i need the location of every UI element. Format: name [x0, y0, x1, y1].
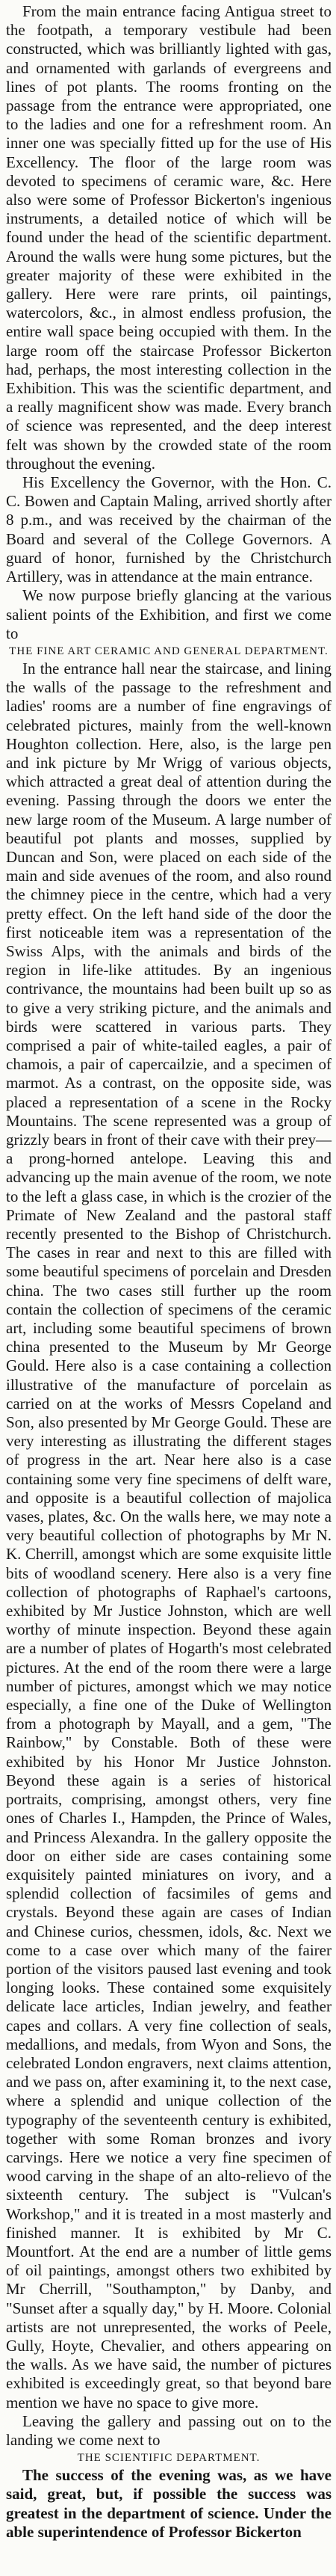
paragraph-governor-arrival: His Excellency the Governor, with the Hon. C. C. Bowen and Captain Maling, arrived shortly after 8 p.m., and was received by the chairman of the Board and several of the College Governors. A guard of honor, furnished by the Christchurch Artillery, was in attendance at the main entrance. — [6, 473, 332, 586]
paragraph-scientific-department: The success of the evening was, as we have said, great, but, if possible the success was greatest in the department of science. Under the able superintendence of Professor Bickerton — [6, 2466, 332, 2541]
paragraph-intro-departments: We now purpose briefly glancing at the various salient points of the Exhibition, and first we come to — [6, 586, 332, 642]
paragraph-leaving-gallery: Leaving the gallery and passing out on to the landing we come next to — [6, 2411, 332, 2449]
section-heading-scientific: THE SCIENTIFIC DEPARTMENT. — [77, 2452, 261, 2465]
section-heading-fine-art: THE FINE ART CERAMIC AND GENERAL DEPARTMENT. — [9, 645, 329, 657]
paragraph-entrance: From the main entrance facing Antigua street to the footpath, a temporary vestibule had been constructed, which was brilliantly lighted with gas, and ornamented with garlands of evergreens and lines of pot plants. The rooms fronting on the passage from the entrance were appropriated, one to the ladies and one for a refreshment room. An inner one was specially fitted up for the use of His Excellency. The floor of the large room was devoted to specimens of ceramic ware, &c. Here also were some of Professor Bickerton's ingenious instruments, a detailed notice of which will be found under the head of the scientific department. Around the walls were hung some pictures, but the greater majority of these were exhibited in the gallery. Here were rare prints, oil paintings, watercolors, &c., in almost endless profusion, the entire wall space being occupied with them. In the large room off the staircase Professor Bickerton had, perhaps, the most interesting collection in the Exhibition. This was the scientific department, and a really magnificent show was made. Every branch of science was represented, and the deep interest felt was shown by the crowded state of the room throughout the evening. — [6, 2, 332, 473]
paragraph-fine-art-department: In the entrance hall near the staircase, and lining the walls of the passage to the refreshment and ladies' rooms are a number of fine engravings of celebrated pictures, mainly from the well-known Houghton collection. Here, also, is the large pen and ink picture by Mr Wrigg of various objects, which attracted a great deal of attention during the evening. Passing through the doors we enter the new large room of the Museum. A large number of beautiful pot plants and mosses, supplied by Duncan and Son, were placed on each side of the main and side avenues of the room, and also round the chimney piece in the centre, which had a very pretty effect. On the left hand side of the door the first noticeable item was a representation of the Swiss Alps, with the animals and birds of the region in life-like attitudes. By an ingenious contrivance, the mountains had been built up so as to give a very striking picture, and the animals and birds were scattered in various parts. They comprised a pair of white-tailed eagles, a pair of chamois, a pair of capercailzie, and a specimen of marmot. As a contrast, on the opposite side, was placed a representation of a scene in the Rocky Mountains. The scene represented was a group of grizzly bears in front of their cave with their prey—a prong-horned antelope. Leaving this and advancing up the main avenue of the room, we note to the left a glass case, in which is the crozier of the Primate of New Zealand and the pastoral staff recently presented to the Bishop of Christchurch. The cases in rear and next to this are filled with some beautiful specimens of porcelain and Dresden china. The two cases still further up the room contain the collection of specimens of the ceramic art, including some beautiful specimens of brown china presented to the Museum by Mr George Gould. Here also is a case containing a collection illustrative of the manufacture of porcelain as carried on at the works of Messrs Copeland and Son, also presented by Mr George Gould. These are very interesting as illustrating the different stages of progress in the art. Near here also is a case containing some very fine specimens of delft ware, and opposite is a beautiful collection of majolica vases, plates, &c. On the walls here, we may note a very beautiful collection of photographs by Mr N. K. Cherrill, amongst which are some exquisite little bits of woodland scenery. Here also is a very fine collection of photographs of Raphael's cartoons, exhibited by Mr Justice Johnston, which are well worthy of minute inspection. Beyond these again are a number of plates of Hogarth's most celebrated pictures. At the end of the room there were a large number of pictures, amongst which we may notice especially, a fine one of the Duke of Wellington from a photograph by Mayall, and a gem, "The Rainbow," by Constable. Both of these were exhibited by his Honor Mr Justice Johnston. Beyond these again is a series of historical portraits, comprising, amongst others, very fine ones of Charles I., Hampden, the Prince of Wales, and Princess Alexandra. In the gallery opposite the door on either side are cases containing some exquisitely painted miniatures on ivory, and a splendid collection of facsimiles of gems and crystals. Beyond these again are cases of Indian and Chinese curios, chessmen, idols, &c. Next we come to a case over which many of the fairer portion of the visitors paused last evening and took longing looks. These contained some exquisitely delicate lace articles, Indian jewelry, and feather capes and collars. A very fine collection of seals, medallions, and medals, from Wyon and Sons, the celebrated London engravers, next claims attention, and we pass on, after examining it, to the next case, where a splendid and unique collection of the typography of the seventeenth century is exhibited, together with some Roman bronzes and ivory carvings. Here we notice a very fine specimen of wood carving in the shape of an alto-relievo of the sixteenth century. The subject is "Vulcan's Workshop," and it is treated in a most masterly and finished manner. It is exhibited by Mr C. Mountfort. At the end are a number of little gems of oil paintings, amongst others two exhibited by Mr Cherrill, "Southampton," by Danby, and "Sunset after a squally day," by H. Moore. Colonial artists are not unrepresented, the works of Peele, Gully, Hoyte, Chevalier, and others appearing on the walls. As we have said, the number of pictures exhibited is exceedingly great, so that beyond bare mention we have no space to give more. — [6, 659, 332, 2411]
